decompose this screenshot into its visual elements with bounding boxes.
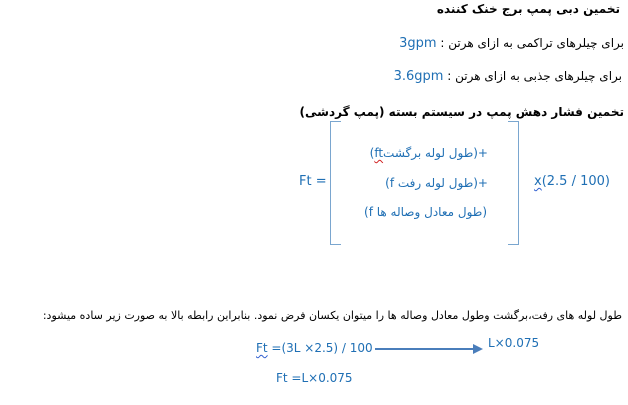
simplified-formula-right: L×0.075 [488,336,540,350]
formula-right-bracket [508,121,519,245]
simplified-formula-left: Ft =(3L ×2.5) / 100 [256,341,373,355]
return-pipe-variable: ft [374,146,384,160]
times-sign: x [534,174,542,189]
formula-term-fittings: (طول معادل وصاله ها f) [364,205,487,219]
final-result: Ft =L×0.075 [276,371,353,385]
explanation-text: طول لوله های رفت،برگشت وطول معادل وصاله ها را میتوان یکسان فرض نمود. بنابراین رابطه بالا به صورت زیر ساده میشود: [42,309,622,322]
compression-chiller-value: 3gpm [399,36,437,51]
formula-term-supply-pipe: +(طول لوله رفت f) [385,176,488,190]
formula-lhs: Ft = [299,174,327,189]
compression-chiller-line [399,36,624,51]
absorption-chiller-value: 3.6gpm [393,69,444,84]
absorption-chiller-label: برای چیلرهای جذبی به ازای هرتن : [447,69,622,83]
heading-pump-flow: تخمین دبی پمپ برج خنک کننده [436,2,620,16]
multiplier-factor: (2.5 / 100) [541,174,610,189]
compression-chiller-label: برای چیلرهای تراکمی به ازای هرتن : [440,36,624,50]
absorption-chiller-line [394,69,622,84]
arrow-icon [375,343,485,355]
formula-multiplier [534,174,610,189]
simplified-ft: Ft [256,341,268,355]
heading-pump-head: تخمین فشار دهش پمپ در سیستم بسته (پمپ گردشی) [299,105,624,119]
formula-left-bracket [330,121,341,245]
formula-term-return-pipe: +(طول لوله برگشتft) [369,146,488,160]
